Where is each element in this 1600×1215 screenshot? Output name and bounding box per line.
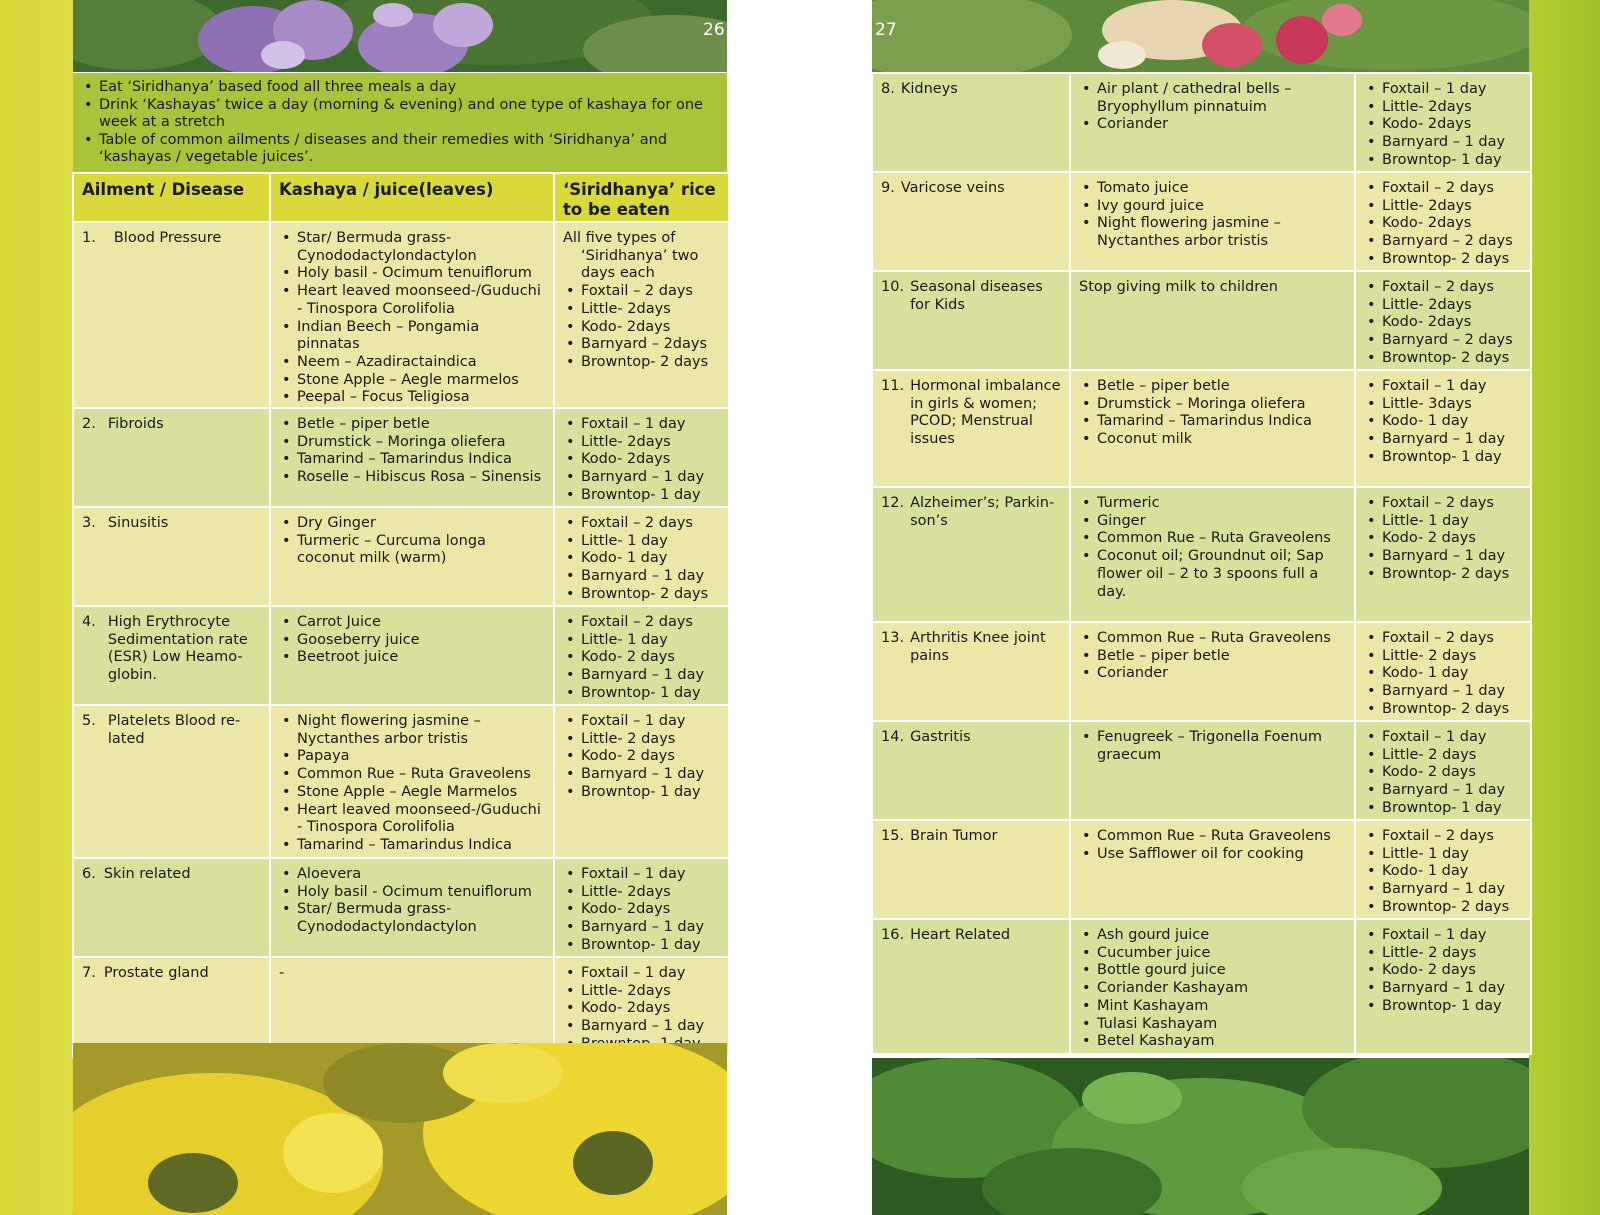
rice-note — [563, 230, 720, 283]
row-number: 8. — [881, 81, 895, 97]
list-item: • Drumstick – Moringa oliefera — [1079, 396, 1346, 414]
list-item: • Holy basil - Ocimum tenuiflorum — [279, 265, 545, 283]
list-item: • Ginger — [1079, 513, 1346, 531]
purple-flowers-photo — [73, 0, 727, 72]
list-item: • Kodo- 2 days — [1364, 530, 1522, 548]
ailment-cell — [73, 408, 270, 507]
list-item: • Barnyard – 1 day — [563, 469, 720, 487]
list-item: • Little- 2days — [1364, 297, 1522, 315]
kashaya-cell — [270, 507, 554, 606]
row-number: 12. — [881, 495, 905, 511]
list-item: • Heart leaved moonseed-/Guduchi - Tinospora Corolifolia — [279, 283, 545, 318]
kashaya-cell — [1070, 172, 1355, 271]
list-item: • Little- 2 days — [1364, 945, 1522, 963]
list-item: • Little- 2days — [563, 434, 720, 452]
list-item: • Gooseberry juice — [279, 632, 545, 650]
list-item: • Kodo- 2days — [1364, 314, 1522, 332]
list-item: • Drumstick – Moringa oliefera — [279, 434, 545, 452]
table-row — [872, 820, 1531, 919]
ailment-name: High Erythrocyte Sedimentation rate (ESR) Low Heamo-globin. — [107, 614, 248, 684]
list-item: • Browntop- 2 days — [1364, 251, 1522, 269]
list-item: • Browntop- 1 day — [1364, 998, 1522, 1016]
list-item: • Browntop- 2 days — [563, 586, 720, 604]
rice-cell — [554, 507, 729, 606]
rice-cell — [1355, 721, 1531, 820]
list-item: • Browntop- 1 day — [563, 685, 720, 703]
rice-cell — [1355, 487, 1531, 622]
list-item: • Barnyard – 1 day — [1364, 548, 1522, 566]
rice-note-line: All five types of — [563, 230, 676, 246]
list-item: • Mint Kashayam — [1079, 998, 1346, 1016]
list-item: • Kodo- 2 days — [563, 748, 720, 766]
row-number: 16. — [881, 927, 905, 943]
list-item: • Roselle – Hibiscus Rosa – Sinensis — [279, 469, 545, 487]
list-item: • Little- 2 days — [563, 731, 720, 749]
page-gutter — [727, 0, 872, 1215]
row-number: 14. — [881, 729, 905, 745]
list-item: • Ivy gourd juice — [1079, 198, 1346, 216]
header-rice: ‘Siridhanya’ rice to be eaten — [554, 173, 729, 222]
intro-instructions — [73, 73, 727, 172]
table-row — [73, 858, 729, 957]
kashaya-cell — [1070, 73, 1355, 172]
list-item: • Common Rue – Ruta Graveolens — [1079, 828, 1346, 846]
list-item: • Kodo- 2days — [1364, 215, 1522, 233]
intro-item: • Eat ‘Siridhanya’ based food all three meals a day — [81, 79, 719, 97]
rice-cell — [554, 858, 729, 957]
rice-cell — [554, 705, 729, 858]
list-item: • Betle – piper betle — [279, 416, 545, 434]
kashaya-cell — [270, 858, 554, 957]
row-number: 13. — [881, 630, 905, 646]
list-item: • Little- 1 day — [563, 632, 720, 650]
rice-cell — [1355, 919, 1531, 1054]
list-item: • Barnyard – 2days — [563, 336, 720, 354]
row-number: 11. — [881, 378, 905, 394]
list-item: • Browntop- 2 days — [1364, 899, 1522, 917]
list-item: • Kodo- 1 day — [1364, 863, 1522, 881]
ailment-name: Gastritis — [910, 729, 971, 745]
list-item: • Foxtail – 1 day — [1364, 81, 1522, 99]
kashaya-cell: - — [270, 957, 554, 1056]
list-item: • Little- 1 day — [1364, 846, 1522, 864]
list-item: • Papaya — [279, 748, 545, 766]
list-item: • Turmeric — [1079, 495, 1346, 513]
right-margin-band — [1529, 0, 1600, 1215]
list-item: • Kodo- 2 days — [1364, 962, 1522, 980]
table-row — [73, 222, 729, 408]
rice-cell — [1355, 622, 1531, 721]
list-item: • Coconut oil; Groundnut oil; Sap flower oil – 2 to 3 spoons full a day. — [1079, 548, 1346, 601]
row-number: 6. — [82, 866, 96, 883]
left-margin-band — [0, 0, 73, 1215]
list-item: • Browntop- 1 day — [1364, 800, 1522, 818]
kashaya-cell — [270, 606, 554, 705]
list-item: • Browntop- 2 days — [1364, 566, 1522, 584]
list-item: • Beetroot juice — [279, 649, 545, 667]
ailment-cell — [73, 507, 270, 606]
list-item: • Kodo- 1 day — [1364, 413, 1522, 431]
coriander-leaves-photo — [872, 1058, 1529, 1215]
kashaya-cell: Stop giving milk to children — [1070, 271, 1355, 370]
list-item: • Little- 1 day — [1364, 513, 1522, 531]
header-ailment: Ailment / Disease — [73, 173, 270, 222]
row-number: 9. — [881, 180, 895, 196]
ailment-name: Blood Pressure — [113, 230, 222, 246]
list-item: • Foxtail – 1 day — [563, 866, 720, 884]
ailment-name: Platelets Blood re-lated — [107, 713, 241, 747]
list-item: • Foxtail – 1 day — [1364, 378, 1522, 396]
table-row — [872, 172, 1531, 271]
row-number: 5. — [82, 713, 96, 730]
table-row — [872, 73, 1531, 172]
kashaya-cell — [1070, 622, 1355, 721]
list-item: • Night flowering jasmine – Nyctanthes arbor tristis — [1079, 215, 1346, 250]
remedies-table-right — [871, 72, 1532, 1055]
list-item: • Coriander — [1079, 116, 1346, 134]
rice-cell — [554, 957, 729, 1056]
list-item: • Kodo- 1 day — [563, 550, 720, 568]
intro-item: • Table of common ailments / diseases and their remedies with ‘Siridhanya’ and ‘kashayas / vegetable juices’. — [81, 132, 719, 167]
list-item: • Kodo- 2days — [563, 1000, 720, 1018]
rice-note-line: ‘Siridhanya’ two days each — [581, 247, 699, 282]
rice-cell — [1355, 370, 1531, 487]
ailment-name: Hormonal imbalance in girls & women; PCOD; Menstrual issues — [910, 378, 1061, 448]
list-item: • Barnyard – 1 day — [1364, 782, 1522, 800]
list-item: • Coriander — [1079, 665, 1346, 683]
list-item: • Use Safflower oil for cooking — [1079, 846, 1346, 864]
list-item: • Browntop- 1 day — [1364, 152, 1522, 170]
list-item: • Kodo- 2days — [563, 319, 720, 337]
list-item: • Indian Beech – Pongamia pinnatas — [279, 319, 545, 354]
ailment-name: Prostate gland — [103, 965, 209, 982]
ailment-name: Skin related — [103, 866, 191, 883]
list-item: • Barnyard – 1 day — [563, 919, 720, 937]
remedies-table-left — [72, 172, 730, 1057]
list-item: • Browntop- 1 day — [563, 937, 720, 955]
ailment-cell — [872, 172, 1070, 271]
page-number-left: 26 — [703, 20, 725, 40]
list-item: • Common Rue – Ruta Graveolens — [279, 766, 545, 784]
table-row — [872, 370, 1531, 487]
kashaya-cell — [1070, 370, 1355, 487]
row-number: 7. — [82, 965, 96, 982]
ailment-cell — [872, 622, 1070, 721]
list-item: • Cucumber juice — [1079, 945, 1346, 963]
list-item: • Foxtail – 1 day — [563, 965, 720, 983]
list-item: • Kodo- 1 day — [1364, 665, 1522, 683]
ailment-cell — [872, 919, 1070, 1054]
ailment-name: Seasonal diseases for Kids — [910, 279, 1043, 313]
list-item: • Stone Apple – Aegle marmelos — [279, 372, 545, 390]
table-row — [872, 271, 1531, 370]
ailment-cell — [872, 820, 1070, 919]
list-item: • Barnyard – 1 day — [1364, 134, 1522, 152]
list-item: • Barnyard – 1 day — [563, 1018, 720, 1036]
rice-cell — [554, 408, 729, 507]
list-item: • Foxtail – 2 days — [1364, 630, 1522, 648]
list-item: • Carrot Juice — [279, 614, 545, 632]
table-row — [73, 957, 729, 1056]
list-item: • Barnyard – 1 day — [1364, 683, 1522, 701]
row-number: 15. — [881, 828, 905, 844]
list-item: • Browntop- 2 days — [1364, 350, 1522, 368]
kashaya-cell — [270, 705, 554, 858]
list-item: • Browntop- 1 day — [563, 487, 720, 505]
list-item: • Little- 2days — [563, 301, 720, 319]
list-item: • Barnyard – 1 day — [1364, 980, 1522, 998]
rice-cell — [1355, 73, 1531, 172]
ailment-cell — [872, 487, 1070, 622]
list-item: • Tulasi Kashayam — [1079, 1016, 1346, 1034]
list-item: • Little- 3days — [1364, 396, 1522, 414]
ailment-cell — [872, 370, 1070, 487]
list-item: • Browntop- 2 days — [1364, 701, 1522, 719]
list-item: • Star/ Bermuda grass- Cynododactylondactylon — [279, 901, 545, 936]
list-item: • Holy basil - Ocimum tenuiflorum — [279, 884, 545, 902]
kashaya-cell — [1070, 820, 1355, 919]
ailment-name: Kidneys — [900, 81, 958, 97]
list-item: • Browntop- 2 days — [563, 354, 720, 372]
list-item: • Barnyard – 1 day — [563, 667, 720, 685]
ailment-name: Arthritis Knee joint pains — [910, 630, 1046, 664]
page-number-right: 27 — [875, 20, 897, 40]
rice-cell — [1355, 820, 1531, 919]
list-item: • Little- 2days — [563, 884, 720, 902]
list-item: • Little- 2days — [1364, 198, 1522, 216]
list-item: • Betle – piper betle — [1079, 378, 1346, 396]
list-item: • Foxtail – 2 days — [563, 515, 720, 533]
list-item: • Foxtail – 1 day — [1364, 729, 1522, 747]
list-item: • Air plant / cathedral bells – Bryophyllum pinnatuim — [1079, 81, 1346, 116]
ailment-cell — [872, 73, 1070, 172]
list-item: • Barnyard – 1 day — [1364, 881, 1522, 899]
list-item: • Barnyard – 2 days — [1364, 233, 1522, 251]
list-item: • Betel Kashayam — [1079, 1033, 1346, 1051]
list-item: • Browntop- 1 day — [563, 784, 720, 802]
list-item: • Little- 2days — [563, 983, 720, 1001]
list-item: • Turmeric – Curcuma longa coconut milk (warm) — [279, 533, 545, 568]
list-item: • Foxtail – 1 day — [1364, 927, 1522, 945]
ailment-cell — [73, 858, 270, 957]
kashaya-cell — [1070, 919, 1355, 1054]
table-row — [872, 487, 1531, 622]
header-kashaya: Kashaya / juice(leaves) — [270, 173, 554, 222]
list-item: • Barnyard – 2 days — [1364, 332, 1522, 350]
list-item: • Coriander Kashayam — [1079, 980, 1346, 998]
list-item: • Common Rue – Ruta Graveolens — [1079, 530, 1346, 548]
kashaya-cell — [270, 222, 554, 408]
list-item: • Little- 1 day — [563, 533, 720, 551]
ailment-cell — [872, 271, 1070, 370]
list-item: • Bottle gourd juice — [1079, 962, 1346, 980]
list-item: • Betle – piper betle — [1079, 648, 1346, 666]
list-item: • Little- 2 days — [1364, 747, 1522, 765]
ailment-cell — [73, 606, 270, 705]
list-item: • Foxtail – 2 days — [1364, 828, 1522, 846]
table-row — [73, 606, 729, 705]
list-item: • Kodo- 2 days — [1364, 764, 1522, 782]
ailment-name: Brain Tumor — [910, 828, 998, 844]
row-number: 10. — [881, 279, 905, 295]
list-item: • Dry Ginger — [279, 515, 545, 533]
list-item: • Coconut milk — [1079, 431, 1346, 449]
ailment-name: Varicose veins — [900, 180, 1005, 196]
list-item: • Barnyard – 1 day — [563, 568, 720, 586]
list-item: • Heart leaved moonseed-/Guduchi - Tinospora Corolifolia — [279, 802, 545, 837]
rice-cell — [1355, 271, 1531, 370]
ailment-cell — [73, 222, 270, 408]
list-item: • Star/ Bermuda grass- Cynododactylondactylon — [279, 230, 545, 265]
list-item: • Fenugreek – Trigonella Foenum graecum — [1079, 729, 1346, 764]
list-item: • Peepal – Focus Teligiosa — [279, 389, 545, 407]
table-row — [73, 408, 729, 507]
list-item: • Foxtail – 1 day — [563, 713, 720, 731]
ailment-name: Heart Related — [910, 927, 1011, 943]
rice-cell — [554, 222, 729, 408]
table-row — [872, 919, 1531, 1054]
pink-flowers-photo — [872, 0, 1529, 72]
ailment-name: Sinusitis — [107, 515, 169, 532]
kashaya-cell — [1070, 487, 1355, 622]
list-item: • Foxtail – 2 days — [1364, 495, 1522, 513]
list-item: • Foxtail – 2 days — [563, 283, 720, 301]
table-row — [73, 507, 729, 606]
list-item: • Kodo- 2days — [563, 451, 720, 469]
list-item: • Kodo- 2 days — [563, 649, 720, 667]
ailment-name: Alzheimer’s; Parkin-son’s — [910, 495, 1055, 529]
row-number: 3. — [82, 515, 96, 532]
ailment-cell — [872, 721, 1070, 820]
list-item: • Little- 2days — [1364, 99, 1522, 117]
list-item: • Foxtail – 1 day — [563, 416, 720, 434]
table-row — [872, 721, 1531, 820]
list-item: • Kodo- 2days — [1364, 116, 1522, 134]
list-item: • Foxtail – 2 days — [563, 614, 720, 632]
row-number: 4. — [82, 614, 96, 631]
list-item: • Neem – Azadiractaindica — [279, 354, 545, 372]
list-item: • Ash gourd juice — [1079, 927, 1346, 945]
list-item: • Tamarind – Tamarindus Indica — [279, 837, 545, 855]
rice-cell — [1355, 172, 1531, 271]
list-item: • Foxtail – 2 days — [1364, 180, 1522, 198]
row-number: 1. — [82, 230, 96, 246]
list-item: • Stone Apple – Aegle Marmelos — [279, 784, 545, 802]
list-item: • Tamarind – Tamarindus Indica — [1079, 413, 1346, 431]
table-row — [872, 622, 1531, 721]
list-item: • Tomato juice — [1079, 180, 1346, 198]
list-item: • Kodo- 2days — [563, 901, 720, 919]
intro-item: • Drink ‘Kashayas’ twice a day (morning & evening) and one type of kashaya for one week at a stretch — [81, 97, 719, 132]
list-item: • Browntop- 1 day — [1364, 449, 1522, 467]
list-item: • Aloevera — [279, 866, 545, 884]
list-item: • Tamarind – Tamarindus Indica — [279, 451, 545, 469]
list-item: • Night flowering jasmine – Nyctanthes arbor tristis — [279, 713, 545, 748]
kashaya-cell — [270, 408, 554, 507]
list-item: • Barnyard – 1 day — [1364, 431, 1522, 449]
kashaya-cell — [1070, 721, 1355, 820]
ailment-cell — [73, 957, 270, 1056]
ailment-name: Fibroids — [107, 416, 164, 433]
table-header-row — [73, 173, 729, 222]
list-item: • Barnyard – 1 day — [563, 766, 720, 784]
list-item: • Foxtail – 2 days — [1364, 279, 1522, 297]
list-item: • Little- 2 days — [1364, 648, 1522, 666]
ailment-cell — [73, 705, 270, 858]
row-number: 2. — [82, 416, 96, 433]
yellow-flowers-photo — [73, 1043, 727, 1215]
table-row — [73, 705, 729, 858]
list-item: • Common Rue – Ruta Graveolens — [1079, 630, 1346, 648]
rice-cell — [554, 606, 729, 705]
